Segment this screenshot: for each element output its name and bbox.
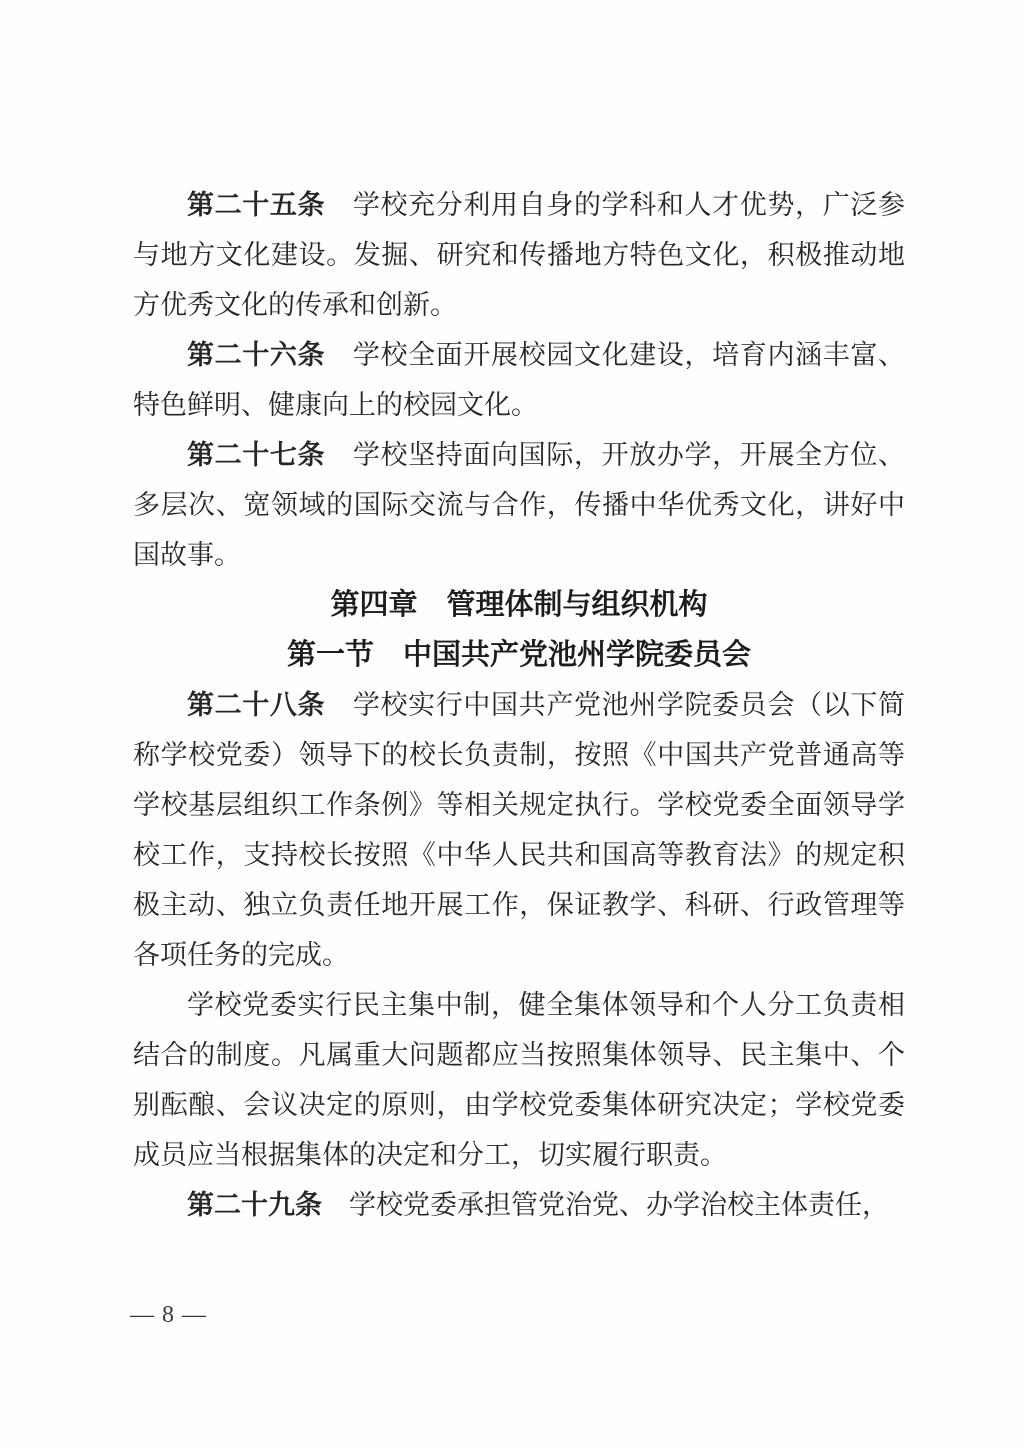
article-29-text: 学校党委承担管党治党、办学治校主体责任， <box>349 1190 889 1220</box>
text-block <box>133 180 905 1230</box>
article-25-number: 第二十五条 <box>187 190 326 220</box>
chapter-4-heading: 第四章 管理体制与组织机构 <box>330 589 708 621</box>
article-27-paragraph <box>133 430 905 580</box>
article-28-number: 第二十八条 <box>187 690 326 720</box>
section-1-heading: 第一节 中国共产党池州学院委员会 <box>286 639 751 671</box>
party-committee-paragraph <box>133 980 905 1180</box>
page-number: — 8 — <box>130 1302 207 1328</box>
party-committee-text: 学校党委实行民主集中制，健全集体领导和个人分工负责相结合的制度。凡属重大问题都应当按照集体领导、民主集中、个别酝酿、会议决定的原则，由学校党委集体研究决定；学校党委成员应当根据集体的决定和分工，切实履行职责。 <box>133 990 905 1170</box>
article-26-paragraph <box>133 330 905 430</box>
article-27-number: 第二十七条 <box>187 440 326 470</box>
article-26-text: 学校全面开展校园文化建设，培育内涵丰富、特色鲜明、健康向上的校园文化。 <box>133 340 906 420</box>
article-28-paragraph <box>133 680 905 980</box>
article-29-number: 第二十九条 <box>187 1190 322 1220</box>
article-25-text: 学校充分利用自身的学科和人才优势，广泛参与地方文化建设。发掘、研究和传播地方特色文化，积极推动地方优秀文化的传承和创新。 <box>133 190 906 320</box>
article-26-number: 第二十六条 <box>187 340 326 370</box>
article-29-paragraph <box>133 1180 905 1230</box>
article-28-text: 学校实行中国共产党池州学院委员会（以下简称学校党委）领导下的校长负责制，按照《中国共产党普通高等学校基层组织工作条例》等相关规定执行。学校党委全面领导学校工作，支持校长按照《中华人民共和国高等教育法》的规定积极主动、独立负责任地开展工作，保证教学、科研、行政管理等各项任务的完成。 <box>133 690 906 970</box>
article-25-paragraph <box>133 180 905 330</box>
article-27-text: 学校坚持面向国际，开放办学，开展全方位、多层次、宽领域的国际交流与合作，传播中华优秀文化，讲好中国故事。 <box>133 440 906 570</box>
